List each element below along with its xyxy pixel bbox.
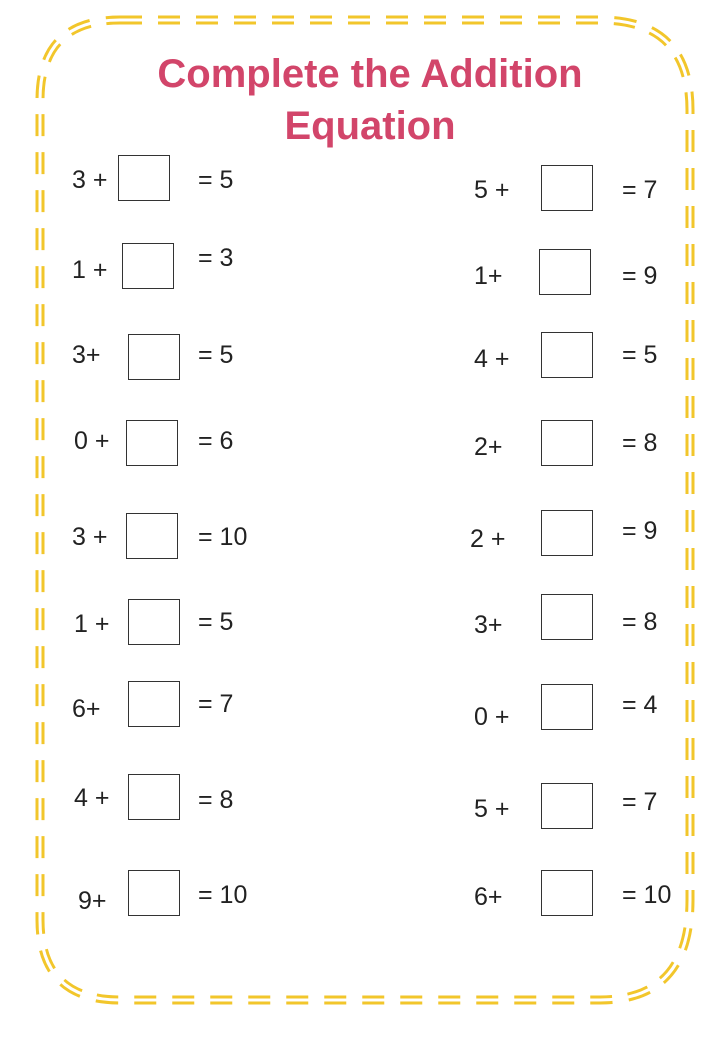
page-title [0, 48, 720, 152]
addend-label: 6+ [72, 695, 101, 723]
result-label: = 5 [198, 608, 234, 636]
addend-label: 4 + [74, 784, 110, 812]
addend-label: 3+ [474, 611, 503, 639]
addend-label: 3+ [72, 341, 101, 369]
result-label: = 7 [622, 788, 658, 816]
answer-box[interactable] [541, 332, 593, 378]
result-label: = 10 [198, 523, 248, 551]
answer-box[interactable] [541, 684, 593, 730]
addend-label: 1 + [72, 256, 108, 284]
result-label: = 10 [622, 881, 672, 909]
answer-box[interactable] [541, 420, 593, 466]
addend-label: 2+ [474, 433, 503, 461]
result-label: = 3 [198, 244, 234, 272]
addend-label: 9+ [78, 887, 107, 915]
addend-label: 2 + [470, 525, 506, 553]
addend-label: 6+ [474, 883, 503, 911]
result-label: = 6 [198, 427, 234, 455]
result-label: = 8 [622, 429, 658, 457]
answer-box[interactable] [122, 243, 174, 289]
result-label: = 8 [198, 786, 234, 814]
title-line-2: Equation [284, 104, 456, 148]
result-label: = 7 [622, 176, 658, 204]
title-line-1: Complete the Addition [157, 52, 583, 96]
answer-box[interactable] [126, 420, 178, 466]
result-label: = 5 [622, 341, 658, 369]
addend-label: 5 + [474, 795, 510, 823]
answer-box[interactable] [128, 681, 180, 727]
result-label: = 9 [622, 517, 658, 545]
addend-label: 3 + [72, 166, 108, 194]
addend-label: 1+ [474, 262, 503, 290]
result-label: = 4 [622, 691, 658, 719]
addend-label: 4 + [474, 345, 510, 373]
answer-box[interactable] [541, 783, 593, 829]
answer-box[interactable] [539, 249, 591, 295]
addend-label: 0 + [74, 427, 110, 455]
addend-label: 5 + [474, 176, 510, 204]
answer-box[interactable] [118, 155, 170, 201]
answer-box[interactable] [128, 599, 180, 645]
result-label: = 8 [622, 608, 658, 636]
answer-box[interactable] [126, 513, 178, 559]
result-label: = 5 [198, 166, 234, 194]
answer-box[interactable] [541, 870, 593, 916]
result-label: = 10 [198, 881, 248, 909]
result-label: = 9 [622, 262, 658, 290]
answer-box[interactable] [541, 165, 593, 211]
addend-label: 0 + [474, 703, 510, 731]
answer-box[interactable] [128, 870, 180, 916]
addend-label: 3 + [72, 523, 108, 551]
result-label: = 5 [198, 341, 234, 369]
answer-box[interactable] [128, 774, 180, 820]
answer-box[interactable] [128, 334, 180, 380]
answer-box[interactable] [541, 510, 593, 556]
answer-box[interactable] [541, 594, 593, 640]
result-label: = 7 [198, 690, 234, 718]
addend-label: 1 + [74, 610, 110, 638]
